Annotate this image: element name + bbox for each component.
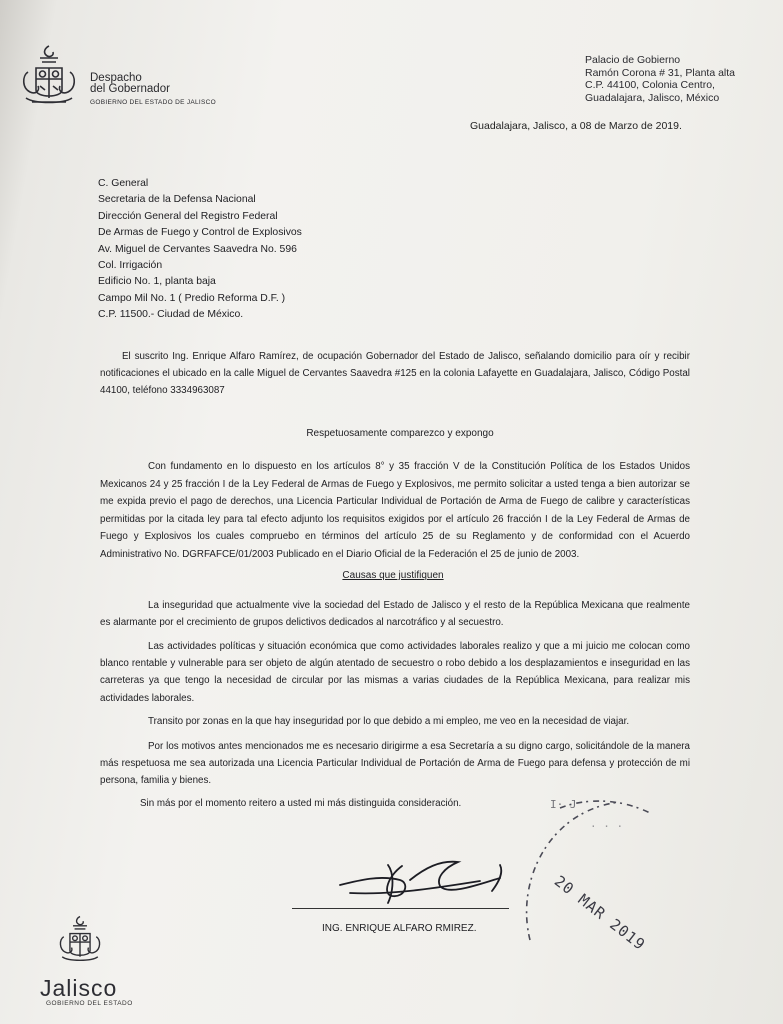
- recipient-line: Campo Mil No. 1 ( Predio Reforma D.F. ): [98, 292, 286, 304]
- svg-text:I· J: I· J: [550, 798, 577, 811]
- recipient-line: De Armas de Fuego y Control de Explosivos: [98, 227, 302, 239]
- palace-address: [585, 54, 735, 104]
- office-line1: Despacho: [90, 72, 142, 84]
- recipient-line: Col. Irrigación: [98, 260, 163, 272]
- office-line2: del Gobernador: [90, 83, 170, 95]
- recipient-line: Secretaria de la Defensa Nacional: [98, 194, 256, 206]
- causa-paragraph-2: Las actividades políticas y situación económica que como actividades laborales realizo y que a mi juicio me colocan como blanco rentable y vulnerable para ser objeto de algún atentado de secuestro o robo debido a los desplazamientos e inseguridad en las carreteras ya que tengo la necesidad de circular por las mismas a varias ciudades de la República Mexicana, para realizar mis actividades laborales.: [100, 641, 690, 704]
- jalisco-logo-text: Jalisco: [40, 975, 118, 1001]
- fundamento-paragraph: Con fundamento en lo dispuesto en los artículos 8° y 35 fracción V de la Constitución Política de los Estados Unidos Mexicanos 24 y 25 fracción I de la Ley Federal de Armas de Fuego y Explosivos, me permito solicitar a usted tenga a bien autorizar se me expida previo el pago de derechos, una Licencia Particular Individual de Portación de Arma de Fuego de calibre y características permitidas por la citada ley para tal efecto adjunto los requisitos exigidos por el artículo 26 fracción I de la Ley Federal de Armas de Fuego y Explosivos los cuales compruebo en términos del artículo 25 de su Reglamento y de conformidad con el Acuerdo Administrativo No. DGRFAFCE/01/2003 Publicado en el Diario Oficial de la Federación el 25 de junio de 2003.: [100, 461, 690, 560]
- jalisco-seal-icon: [18, 42, 80, 108]
- office-header: [90, 73, 216, 108]
- causa-paragraph-1: La inseguridad que actualmente vive la sociedad del Estado de Jalisco y el resto de la República Mexicana que realmente es alarmante por el crecimiento de grupos delictivos dedicados al narcotráfico y al secuestro.: [100, 600, 690, 629]
- heading-comparezco: Respetuosamente comparezco y expongo: [306, 428, 494, 439]
- intro-paragraph: El suscrito Ing. Enrique Alfaro Ramírez, de ocupación Gobernador del Estado de Jalisco, señalando domicilio para oír y recibir notificaciones el ubicado en la calle Miguel de Cervantes Saavedra #125 en la colonia Lafayette en Guadalajara, Jalisco, Código Postal 44100, teléfono 3334963087: [100, 351, 690, 397]
- address-line: C.P. 44100, Colonia Centro,: [585, 79, 715, 91]
- address-line: Guadalajara, Jalisco, México: [585, 91, 720, 104]
- signatory-name: ING. ENRIQUE ALFARO RMIREZ.: [322, 923, 477, 934]
- recipient-line: C.P. 11500.- Ciudad de México.: [98, 309, 244, 321]
- svg-text:· · ·: · · ·: [590, 820, 624, 833]
- closing-line: Sin más por el momento reitero a usted mi más distinguida consideración.: [140, 798, 462, 809]
- signature-line: [292, 908, 509, 909]
- recipient-line: Av. Miguel de Cervantes Saavedra No. 596: [98, 243, 297, 255]
- solicitud-paragraph: Por los motivos antes mencionados me es necesario dirigirme a esa Secretaría a su digno cargo, solicitándole de la manera más respetuosa me sea autorizada una Licencia Particular Individual de Portación de Arma de Fuego para defensa y protección de mi persona, familia y bienes.: [100, 741, 690, 787]
- jalisco-logo-subtitle: GOBIERNO DEL ESTADO: [46, 1000, 133, 1007]
- office-line3: GOBIERNO DEL ESTADO DE JALISCO: [90, 99, 217, 106]
- address-line: Palacio de Gobierno: [585, 54, 681, 66]
- stamp-date: 20 MAR 2019: [550, 872, 649, 955]
- heading-causas: Causas que justifiquen: [342, 570, 444, 581]
- recipient-line: C. General: [98, 178, 149, 189]
- signature-scribble: [330, 845, 540, 910]
- address-line: Ramón Corona # 31, Planta alta: [585, 66, 736, 79]
- letter-date: Guadalajara, Jalisco, a 08 de Marzo de 2019.: [470, 120, 682, 132]
- causa-paragraph-3: Transito por zonas en la que hay inseguridad por lo que debido a mi empleo, me veo en la necesidad de viajar.: [148, 716, 630, 727]
- recipient-line: Edificio No. 1, planta baja: [98, 276, 216, 288]
- jalisco-seal-icon: [56, 910, 104, 968]
- recipient-block: [98, 176, 302, 324]
- recipient-line: Dirección General del Registro Federal: [98, 210, 278, 222]
